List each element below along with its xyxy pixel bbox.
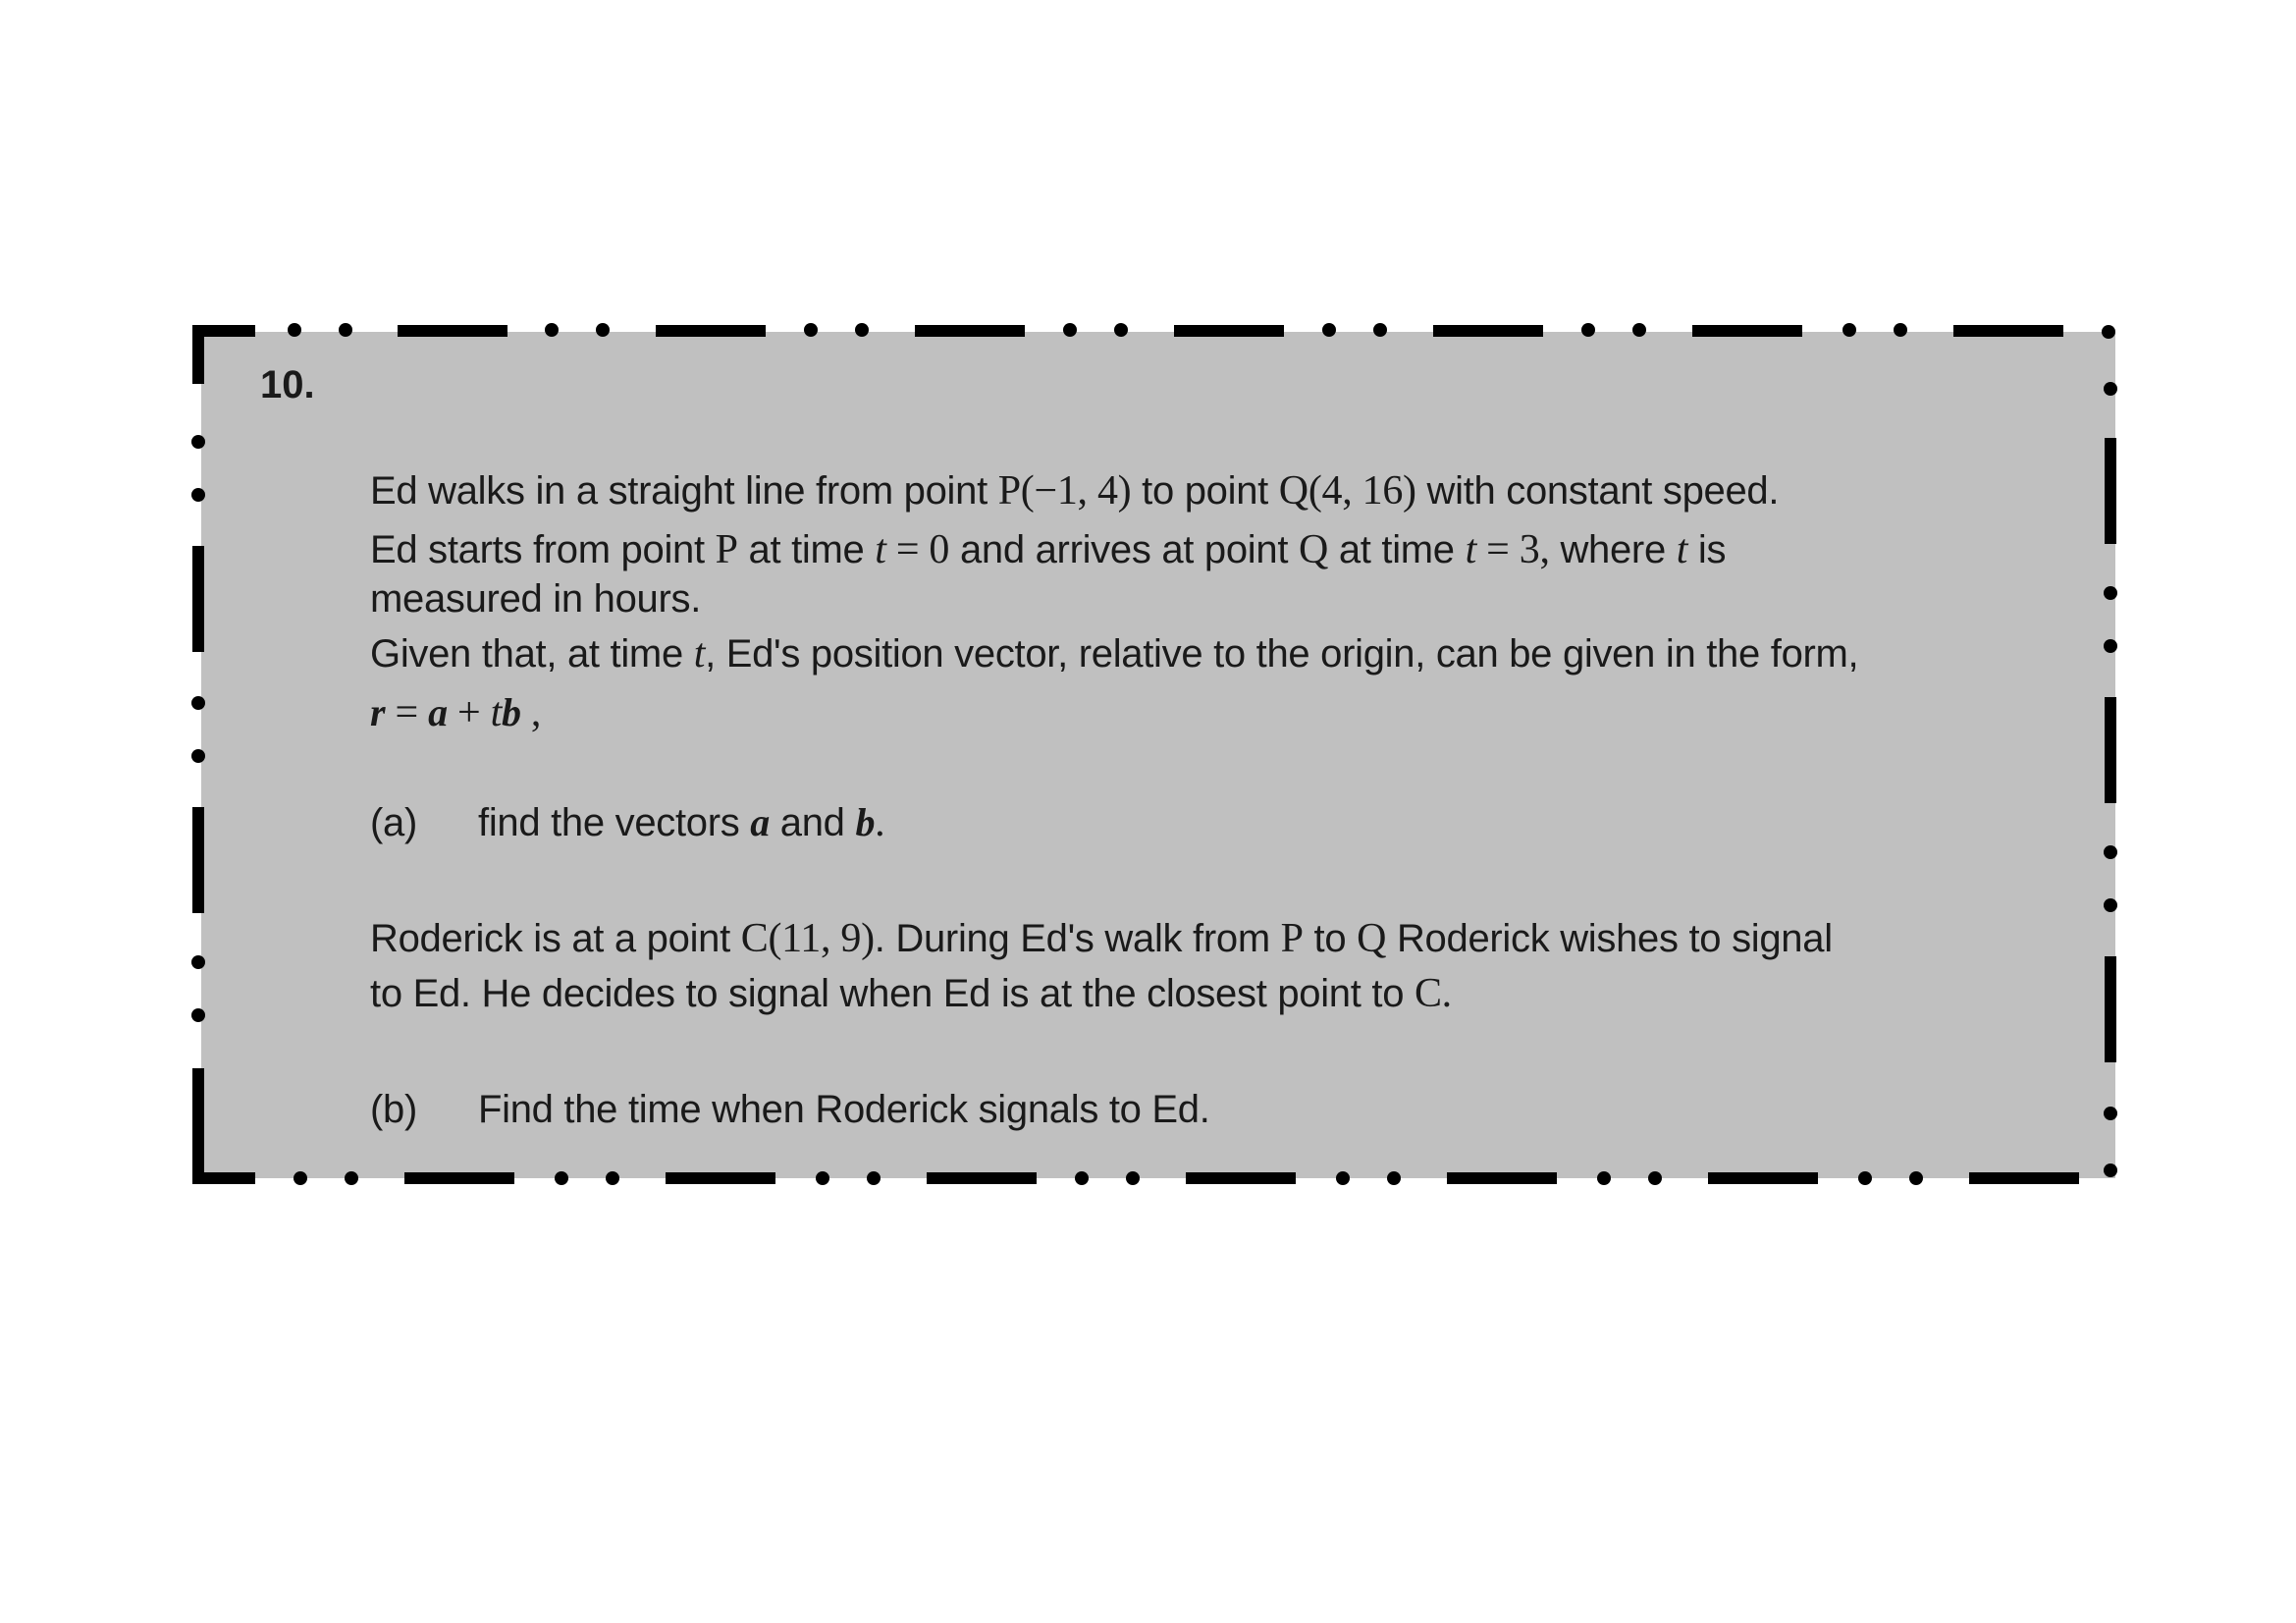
question-number: 10. — [260, 363, 315, 406]
point-c-coordinates: C(11, 9) — [740, 916, 875, 961]
position-vector-formula: r = a + tb , — [370, 690, 542, 735]
paragraph-3: measured in hours. — [370, 577, 702, 621]
point-p-coordinates: P(−1, 4) — [997, 468, 1132, 514]
part-a-label: (a) — [370, 801, 417, 844]
point-q-coordinates: Q(4, 16) — [1278, 468, 1416, 514]
paragraph-5: Roderick is at a point C(11, 9). During Ed's walk from P to Q Roderick wishes to signal — [370, 916, 1833, 961]
question-body — [370, 463, 2078, 1137]
part-b: (b) Find the time when Roderick signals to Ed. — [370, 1082, 2078, 1137]
part-a: (a) find the vectors a and b. — [370, 795, 2078, 850]
paragraph-4: Given that, at time t, Ed's position vector, relative to the origin, can be given in the form, — [370, 631, 1859, 676]
paragraph-6: to Ed. He decides to signal when Ed is at the closest point to C. — [370, 971, 1452, 1016]
part-b-label: (b) — [370, 1088, 417, 1131]
paragraph-2: Ed starts from point P at time t = 0 and arrives at point Q at time t = 3, where t is — [370, 527, 1727, 572]
paragraph-1: Ed walks in a straight line from point P(−1, 4) to point Q(4, 16) with constant speed. — [370, 468, 1780, 514]
